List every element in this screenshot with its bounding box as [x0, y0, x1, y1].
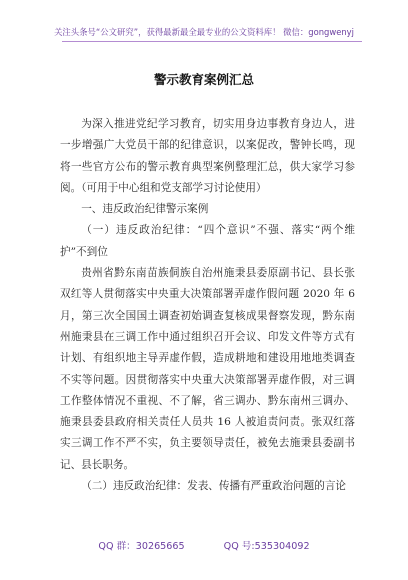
- document-body: [60, 114, 355, 497]
- footer-qq-group: QQ 群：30265665: [98, 541, 185, 552]
- header-banner: 关注头条号“公文研究”，获得最新最全最专业的公文资料库！ 微信：gongwenyj: [54, 27, 354, 37]
- footer: [0, 538, 408, 552]
- document-title: 警示教育案例汇总: [153, 72, 254, 87]
- subsection-heading: （二）违反政治纪律：发表、传播有严重政治问题的言论: [81, 480, 347, 493]
- subsection-heading: （一）违反政治纪律：“四个意识”不强、落实“两个维护”不到位: [60, 224, 355, 258]
- intro-paragraph: 为深入推进党纪学习教育，切实用身边事教育身边人，进一步增强广大党员干部的纪律意识，以案促改，警钟长鸣，现将一些官方公布的警示教育典型案例整理汇总，供大家学习参阅。（可用于中心组和党支部学习讨论使用）: [60, 118, 355, 194]
- case-paragraph: 贵州省黔东南苗族侗族自治州施秉县委原副书记、县长张双红等人贯彻落实中央重大决策部署弄虚作假问题 2020 年 6 月，第三次全国国土调查初始调查复核成果督察发现，黔东南州施秉县在三调工作中通过组织召开会议、印发文件等方式有计划、有组织地主导弄虚作假，造成耕地和建设用地地类调查不实等问题。因贯彻落实中央重大决策部署弄虚作假，对三调工作整体情况不重视、不了解，省三调办、黔东南州三调办、施秉县委县政府相关责任人员共 16 人被追责问责。张双红落实三调工作不严不实，负主要领导责任，被免去施秉县委副书记、县长职务。: [60, 267, 355, 471]
- section-heading: 一、违反政治纪律警示案例: [81, 203, 209, 216]
- footer-qq-number: QQ 号:535304092: [223, 541, 310, 552]
- header-divider: [62, 41, 362, 42]
